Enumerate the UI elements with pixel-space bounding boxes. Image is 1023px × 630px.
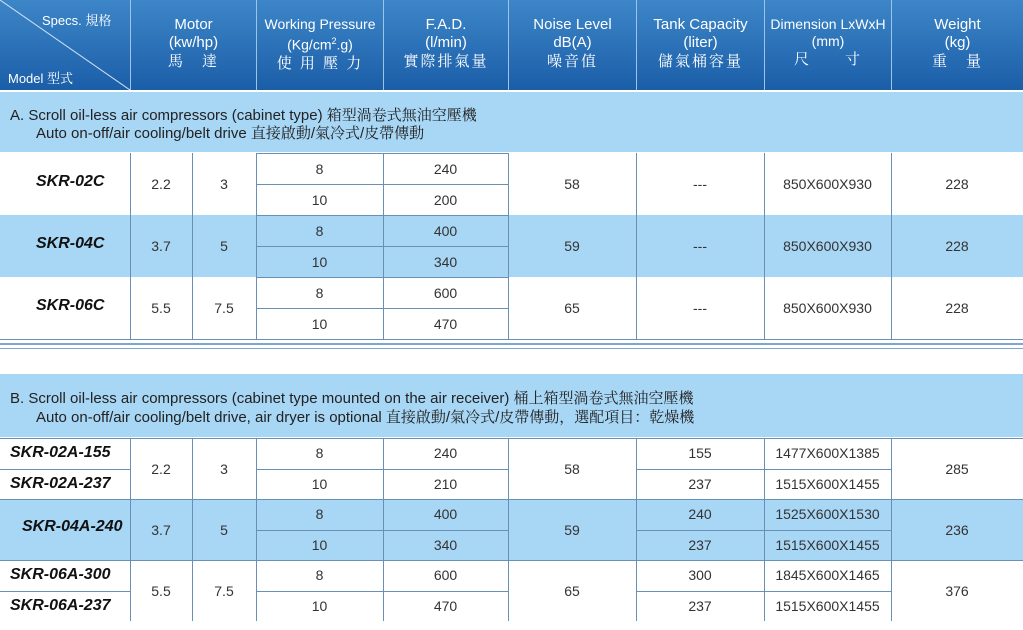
model-divider bbox=[0, 591, 130, 592]
motor-hp: 3 bbox=[220, 460, 228, 477]
column-divider bbox=[256, 438, 257, 621]
motor-kw: 2.2 bbox=[151, 460, 171, 477]
model-divider bbox=[0, 469, 130, 470]
dimension-value: 850X600X930 bbox=[783, 238, 872, 254]
column-divider bbox=[636, 153, 637, 339]
model-name: SKR-02A-237 bbox=[10, 474, 111, 492]
pressure-value: 10 bbox=[311, 315, 328, 332]
column-divider bbox=[764, 438, 765, 621]
header-dimension: Dimension LxWxH (mm) 尺 寸 bbox=[764, 0, 891, 90]
pressure-value: 8 bbox=[315, 445, 324, 462]
row-divider bbox=[0, 560, 1023, 561]
tank-value: --- bbox=[693, 300, 707, 316]
pressure-value: 10 bbox=[311, 191, 328, 208]
table-bottom-line bbox=[0, 339, 1023, 340]
model-name: SKR-06A-300 bbox=[10, 566, 111, 584]
tank-value: 155 bbox=[688, 445, 712, 462]
cell-divider bbox=[256, 184, 508, 185]
tank-value: 240 bbox=[688, 506, 712, 523]
tank-value: --- bbox=[693, 238, 707, 254]
fad-value: 340 bbox=[433, 253, 458, 270]
column-divider bbox=[192, 153, 193, 339]
dimension-value: 1515X600X1455 bbox=[775, 475, 880, 492]
pressure-value: 8 bbox=[315, 222, 324, 239]
header-specs: Specs. 規格 bbox=[42, 13, 112, 28]
fad-value: 400 bbox=[433, 506, 458, 523]
row-divider bbox=[256, 277, 508, 278]
model-name: SKR-04A-240 bbox=[22, 517, 123, 535]
motor-kw: 2.2 bbox=[151, 176, 171, 192]
row-divider bbox=[256, 153, 508, 154]
cell-divider bbox=[256, 308, 508, 309]
column-divider bbox=[383, 153, 384, 339]
fad-value: 600 bbox=[433, 567, 458, 584]
motor-kw: 3.7 bbox=[151, 238, 171, 254]
row-divider bbox=[256, 215, 508, 216]
header-noise: Noise Level dB(A) 噪音值 bbox=[508, 0, 636, 90]
section-divider bbox=[0, 348, 1023, 349]
motor-hp: 7.5 bbox=[214, 300, 234, 316]
column-divider bbox=[891, 153, 892, 339]
header-motor: Motor (kw/hp) 馬 達 bbox=[130, 0, 256, 90]
section-divider bbox=[0, 343, 1023, 345]
column-divider bbox=[891, 438, 892, 621]
cell-divider bbox=[256, 591, 508, 592]
cell-divider bbox=[256, 246, 508, 247]
motor-hp: 5 bbox=[220, 521, 228, 538]
fad-value: 240 bbox=[433, 445, 458, 462]
column-divider bbox=[764, 153, 765, 339]
header-tank: Tank Capacity (liter) 儲氣桶容量 bbox=[636, 0, 764, 90]
pressure-value: 8 bbox=[315, 284, 324, 301]
pressure-value: 8 bbox=[315, 506, 324, 523]
tank-value: 300 bbox=[688, 567, 712, 584]
dimension-value: 1845X600X1465 bbox=[775, 567, 880, 584]
fad-value: 400 bbox=[433, 222, 458, 239]
model-name: SKR-02A-155 bbox=[10, 444, 111, 462]
section-b-line2: Auto on-off/air cooling/belt drive, air dryer is optional 直接啟動/氣冷式/皮帶傳動，選配項目：乾燥機 bbox=[36, 409, 695, 426]
tank-value: 237 bbox=[688, 475, 712, 492]
model-name: SKR-06A-237 bbox=[10, 596, 111, 614]
motor-hp: 3 bbox=[220, 176, 228, 192]
column-divider bbox=[636, 438, 637, 621]
header-model: Model 型式 bbox=[8, 71, 74, 86]
fad-value: 340 bbox=[433, 536, 458, 553]
table-header bbox=[0, 0, 1023, 90]
column-divider bbox=[192, 438, 193, 621]
row-divider bbox=[0, 499, 1023, 500]
weight-value: 236 bbox=[945, 521, 969, 538]
model-name: SKR-04C bbox=[36, 235, 105, 252]
pressure-value: 10 bbox=[311, 536, 328, 553]
dimension-value: 1515X600X1455 bbox=[775, 536, 880, 553]
fad-value: 600 bbox=[433, 284, 458, 301]
pressure-value: 10 bbox=[311, 597, 328, 614]
noise-value: 59 bbox=[564, 238, 580, 254]
noise-value: 59 bbox=[564, 521, 580, 538]
fad-value: 470 bbox=[433, 597, 458, 614]
column-divider bbox=[508, 153, 509, 339]
noise-value: 58 bbox=[564, 176, 580, 192]
dimension-value: 1477X600X1385 bbox=[775, 445, 880, 462]
row-divider bbox=[0, 438, 1023, 439]
fad-value: 210 bbox=[433, 475, 458, 492]
dimension-value: 1515X600X1455 bbox=[775, 597, 880, 614]
cell-divider bbox=[256, 530, 508, 531]
column-divider bbox=[383, 438, 384, 621]
dimension-value: 850X600X930 bbox=[783, 176, 872, 192]
pressure-value: 10 bbox=[311, 253, 328, 270]
weight-value: 228 bbox=[945, 176, 969, 192]
column-divider bbox=[130, 438, 131, 621]
model-name: SKR-06C bbox=[36, 297, 105, 314]
motor-kw: 3.7 bbox=[151, 521, 171, 538]
tank-value: 237 bbox=[688, 597, 712, 614]
model-name: SKR-02C bbox=[36, 173, 105, 190]
pressure-value: 8 bbox=[315, 160, 324, 177]
header-pressure: Working Pressure $(Kg/cm^2.g)$ 使 用 壓 力 bbox=[256, 0, 383, 90]
noise-value: 65 bbox=[564, 300, 580, 316]
dimension-value: 850X600X930 bbox=[783, 300, 872, 316]
weight-value: 376 bbox=[945, 582, 969, 599]
weight-value: 228 bbox=[945, 238, 969, 254]
tank-value: 237 bbox=[688, 536, 712, 553]
fad-value: 240 bbox=[433, 160, 458, 177]
fad-value: 200 bbox=[433, 191, 458, 208]
section-a-line1: A. Scroll oil-less air compressors (cabinet type) 箱型渦卷式無油空壓機 bbox=[10, 107, 477, 124]
pressure-value: 8 bbox=[315, 567, 324, 584]
section-a-line2: Auto on-off/air cooling/belt drive 直接啟動/氣冷式/皮帶傳動 bbox=[36, 125, 425, 142]
dimension-value: 1525X600X1530 bbox=[775, 506, 880, 523]
column-divider bbox=[130, 153, 131, 339]
section-b-line1: B. Scroll oil-less air compressors (cabinet type mounted on the air receiver) 桶上箱型渦卷式無油空壓機 bbox=[10, 390, 694, 407]
header-fad: F.A.D. (l/min) 實際排氣量 bbox=[383, 0, 508, 90]
weight-value: 228 bbox=[945, 300, 969, 316]
tank-value: --- bbox=[693, 176, 707, 192]
column-divider bbox=[508, 438, 509, 621]
motor-kw: 5.5 bbox=[151, 300, 171, 316]
pressure-value: 10 bbox=[311, 475, 328, 492]
cell-divider bbox=[256, 469, 508, 470]
motor-hp: 7.5 bbox=[214, 582, 234, 599]
section-a-title bbox=[0, 92, 1023, 152]
fad-value: 470 bbox=[433, 315, 458, 332]
noise-value: 58 bbox=[564, 460, 580, 477]
header-weight: Weight (kg) 重 量 bbox=[891, 0, 1023, 90]
column-divider bbox=[256, 153, 257, 339]
motor-kw: 5.5 bbox=[151, 582, 171, 599]
section-b-title bbox=[0, 374, 1023, 437]
weight-value: 285 bbox=[945, 460, 969, 477]
motor-hp: 5 bbox=[220, 238, 228, 254]
noise-value: 65 bbox=[564, 582, 580, 599]
